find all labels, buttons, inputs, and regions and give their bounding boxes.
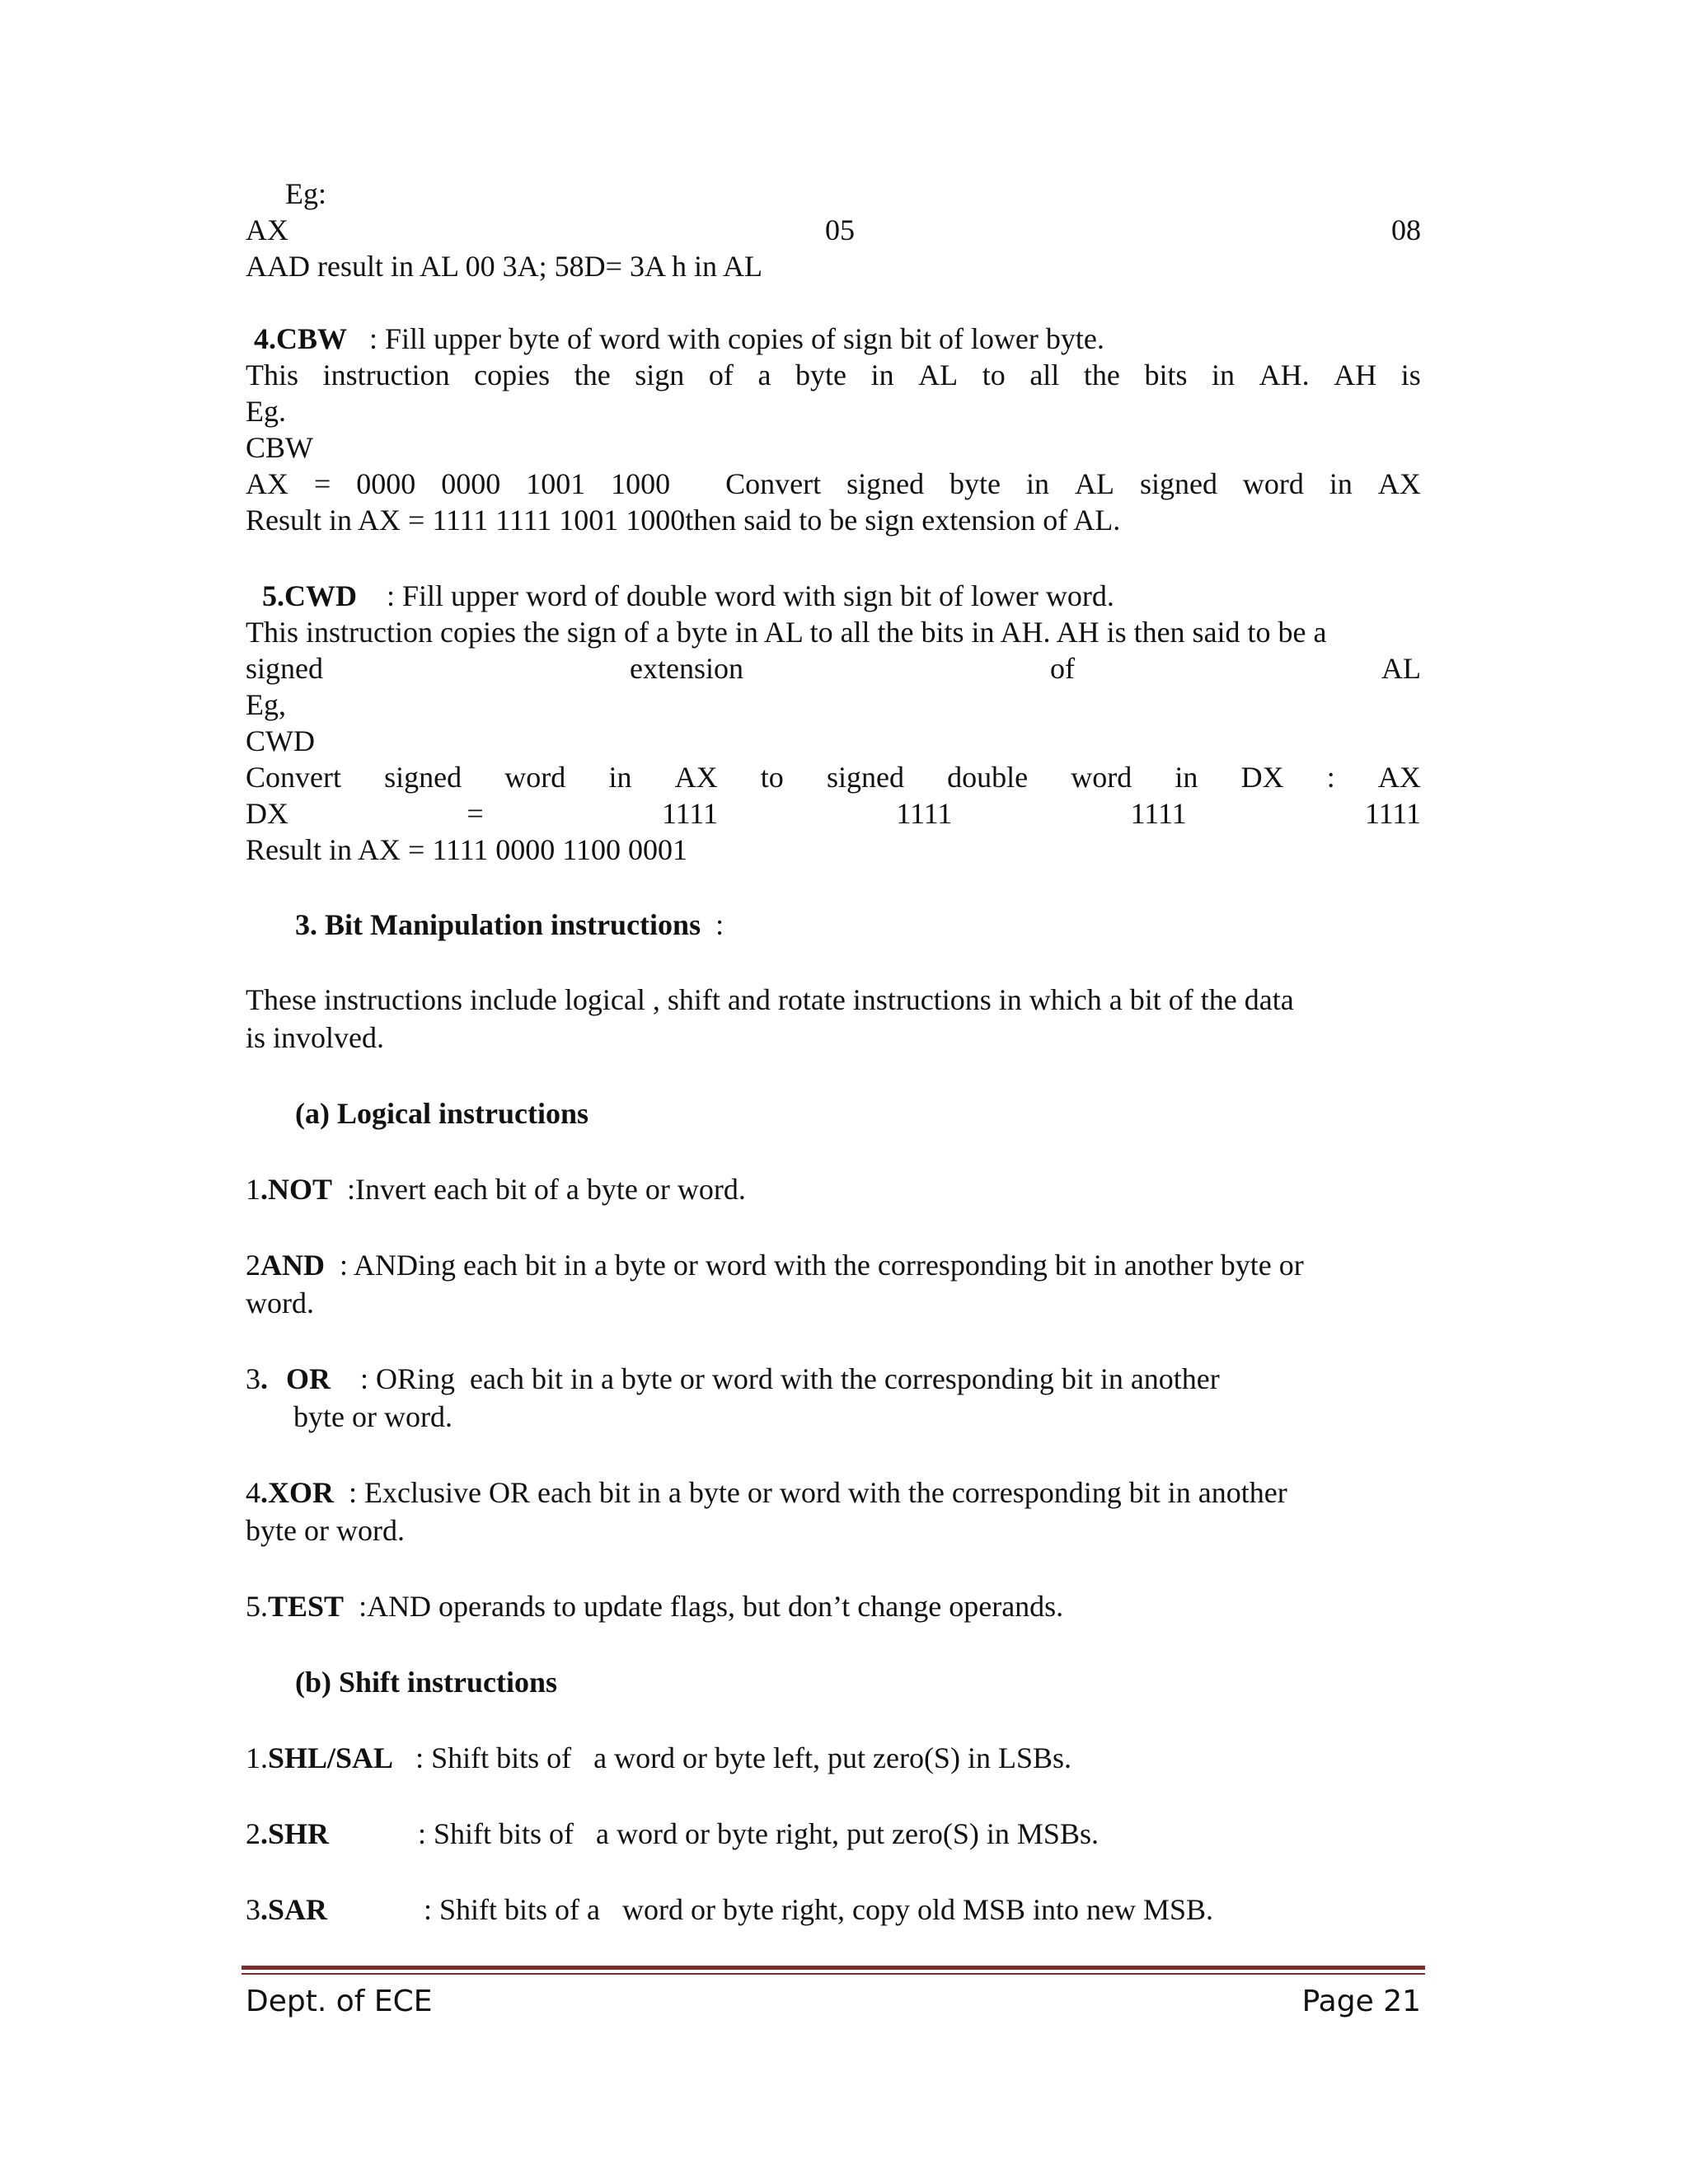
footer-department: Dept. of ECE bbox=[246, 1985, 433, 2018]
word: AX bbox=[246, 213, 288, 246]
cbw-eg-label: Eg. bbox=[246, 395, 286, 428]
word: in bbox=[870, 359, 894, 391]
footer-rule bbox=[241, 1966, 1425, 1970]
shl-description: : Shift bits of a word or byte left, put zero(S) in LSBs. bbox=[393, 1741, 1071, 1774]
word: of bbox=[1049, 652, 1075, 685]
shift-heading-text: (b) Shift instructions bbox=[295, 1666, 558, 1699]
cbw-result: Result in AX = 1111 1111 1001 1000then said to be sign extension of AL. bbox=[246, 504, 1121, 537]
shr-name: .SHR bbox=[260, 1817, 330, 1850]
word: word bbox=[504, 761, 566, 794]
and-description: : ANDing each bit in a byte or word with the corresponding bit in another byte or bbox=[325, 1249, 1304, 1282]
section-3-colon: : bbox=[701, 908, 724, 941]
not-name: .NOT bbox=[260, 1173, 333, 1206]
shr-entry bbox=[246, 1816, 1421, 1852]
word: 0000 bbox=[356, 467, 416, 500]
page-footer bbox=[246, 1982, 1421, 2022]
aad-eg-label: Eg: bbox=[285, 177, 326, 210]
section-3-heading bbox=[295, 907, 1470, 943]
not-description: :Invert each bit of a byte or word. bbox=[332, 1173, 746, 1206]
shl-number: 1. bbox=[246, 1741, 268, 1774]
cbw-heading bbox=[254, 321, 1429, 357]
sar-name: .SAR bbox=[260, 1893, 328, 1926]
cwd-number: 5. bbox=[262, 579, 284, 612]
word: Convert bbox=[246, 761, 341, 794]
sar-number: 3 bbox=[246, 1893, 260, 1926]
word: 1111 bbox=[896, 797, 953, 830]
or-number: 3 bbox=[246, 1362, 260, 1395]
cwd-explanation-cont bbox=[246, 650, 1421, 687]
word: the bbox=[1083, 359, 1120, 391]
word: DX bbox=[246, 797, 288, 830]
word: This bbox=[246, 359, 299, 391]
word: in bbox=[1212, 359, 1236, 391]
logical-heading bbox=[295, 1095, 1470, 1132]
word: extension bbox=[630, 652, 743, 685]
word: instruction bbox=[322, 359, 450, 391]
word: signed bbox=[384, 761, 462, 794]
logical-heading-text: (a) Logical instructions bbox=[295, 1097, 588, 1130]
word: 1111 bbox=[661, 797, 718, 830]
word: DX bbox=[1240, 761, 1284, 794]
cwd-convert-row bbox=[246, 759, 1421, 795]
word: double bbox=[947, 761, 1029, 794]
word: is bbox=[1400, 359, 1421, 391]
word: 08 bbox=[1391, 213, 1421, 246]
footer-page-number: Page 21 bbox=[1301, 1985, 1421, 2018]
word: the bbox=[574, 359, 611, 391]
word: in bbox=[608, 761, 632, 794]
shr-number: 2 bbox=[246, 1817, 260, 1850]
word: AH bbox=[1334, 359, 1377, 391]
section-3-title: 3. Bit Manipulation instructions bbox=[295, 908, 701, 941]
cbw-explanation bbox=[246, 357, 1421, 393]
or-description-cont: byte or word. bbox=[293, 1400, 452, 1433]
word: signed bbox=[826, 761, 904, 794]
shift-heading bbox=[295, 1664, 1470, 1700]
word: byte bbox=[950, 467, 1001, 500]
word: AX bbox=[674, 761, 718, 794]
sar-description: : Shift bits of a word or byte right, copy old MSB into new MSB. bbox=[327, 1893, 1214, 1926]
cwd-result: Result in AX = 1111 0000 1100 0001 bbox=[246, 833, 687, 866]
xor-name: .XOR bbox=[260, 1476, 334, 1509]
word: signed bbox=[246, 652, 323, 685]
test-name: TEST bbox=[268, 1590, 345, 1623]
cwd-heading bbox=[262, 578, 1437, 614]
xor-description: : Exclusive OR each bit in a byte or word with the corresponding bit in another bbox=[334, 1476, 1287, 1509]
cwd-dx-row bbox=[246, 795, 1421, 832]
word: in bbox=[1026, 467, 1050, 500]
cbw-name: CBW bbox=[276, 322, 348, 355]
word: in bbox=[1175, 761, 1198, 794]
cbw-description: : Fill upper byte of word with copies of sign bit of lower byte. bbox=[347, 322, 1104, 355]
xor-entry bbox=[246, 1474, 1421, 1511]
word: word bbox=[1242, 467, 1304, 500]
section-3-intro: These instructions include logical , shift and rotate instructions in which a bit of the data bbox=[246, 983, 1294, 1016]
cbw-ax-row bbox=[246, 466, 1421, 502]
shr-description: : Shift bits of a word or byte right, put zero(S) in MSBs. bbox=[329, 1817, 1099, 1850]
word: : bbox=[1326, 761, 1335, 794]
or-description: : ORing each bit in a byte or word with the corresponding bit in another bbox=[331, 1362, 1220, 1395]
word: = bbox=[467, 797, 484, 830]
word: 1111 bbox=[1364, 797, 1421, 830]
word: signed bbox=[846, 467, 925, 500]
word: AL bbox=[918, 359, 959, 391]
cbw-number: 4. bbox=[254, 322, 276, 355]
test-description: :AND operands to update flags, but don’t change operands. bbox=[344, 1590, 1064, 1623]
word: 0000 bbox=[441, 467, 501, 500]
word: Convert bbox=[725, 467, 822, 500]
and-description-cont: word. bbox=[246, 1286, 314, 1319]
xor-description-cont: byte or word. bbox=[246, 1514, 405, 1547]
word: AH. bbox=[1259, 359, 1310, 391]
test-entry bbox=[246, 1588, 1421, 1624]
or-name: OR bbox=[286, 1362, 331, 1395]
word: 1111 bbox=[1130, 797, 1187, 830]
word: = bbox=[313, 467, 331, 500]
word: in bbox=[1329, 467, 1353, 500]
word: bits bbox=[1144, 359, 1188, 391]
word: AL bbox=[1074, 467, 1114, 500]
test-number: 5. bbox=[246, 1590, 268, 1623]
and-number: 2 bbox=[246, 1249, 260, 1282]
cwd-mnemonic: CWD bbox=[246, 724, 315, 757]
word: of bbox=[708, 359, 734, 391]
shl-entry bbox=[246, 1740, 1421, 1776]
and-name: AND bbox=[260, 1249, 325, 1282]
cwd-explanation: This instruction copies the sign of a byte in AL to all the bits in AH. AH is then said to be a bbox=[246, 616, 1327, 649]
or-dot: . bbox=[260, 1362, 268, 1395]
word: AL bbox=[1381, 652, 1421, 685]
word: byte bbox=[795, 359, 846, 391]
word: sign bbox=[635, 359, 685, 391]
or-entry bbox=[246, 1361, 1421, 1397]
word: AX bbox=[1377, 761, 1421, 794]
cwd-eg-label: Eg, bbox=[246, 688, 286, 721]
word: all bbox=[1029, 359, 1060, 391]
word: signed bbox=[1139, 467, 1217, 500]
cwd-description: : Fill upper word of double word with sign bit of lower word. bbox=[357, 579, 1114, 612]
sar-entry bbox=[246, 1891, 1421, 1928]
word: to bbox=[760, 761, 784, 794]
word: 05 bbox=[825, 213, 855, 246]
word: a bbox=[757, 359, 771, 391]
not-number: 1 bbox=[246, 1173, 260, 1206]
word: word bbox=[1071, 761, 1132, 794]
word: copies bbox=[474, 359, 551, 391]
word: 1000 bbox=[611, 467, 701, 500]
cwd-name: CWD bbox=[284, 579, 357, 612]
word: AX bbox=[1377, 467, 1421, 500]
aad-ax-row bbox=[246, 212, 1421, 248]
and-entry bbox=[246, 1247, 1421, 1283]
word: AX bbox=[246, 467, 288, 500]
footer-rule-thin bbox=[241, 1973, 1425, 1975]
xor-number: 4 bbox=[246, 1476, 260, 1509]
not-entry bbox=[246, 1171, 1421, 1207]
shl-name: SHL/SAL bbox=[268, 1741, 394, 1774]
word: 1001 bbox=[526, 467, 586, 500]
word: to bbox=[982, 359, 1006, 391]
aad-result: AAD result in AL 00 3A; 58D= 3A h in AL bbox=[246, 250, 762, 283]
cbw-mnemonic: CBW bbox=[246, 431, 314, 464]
section-3-intro-cont: is involved. bbox=[246, 1021, 384, 1054]
